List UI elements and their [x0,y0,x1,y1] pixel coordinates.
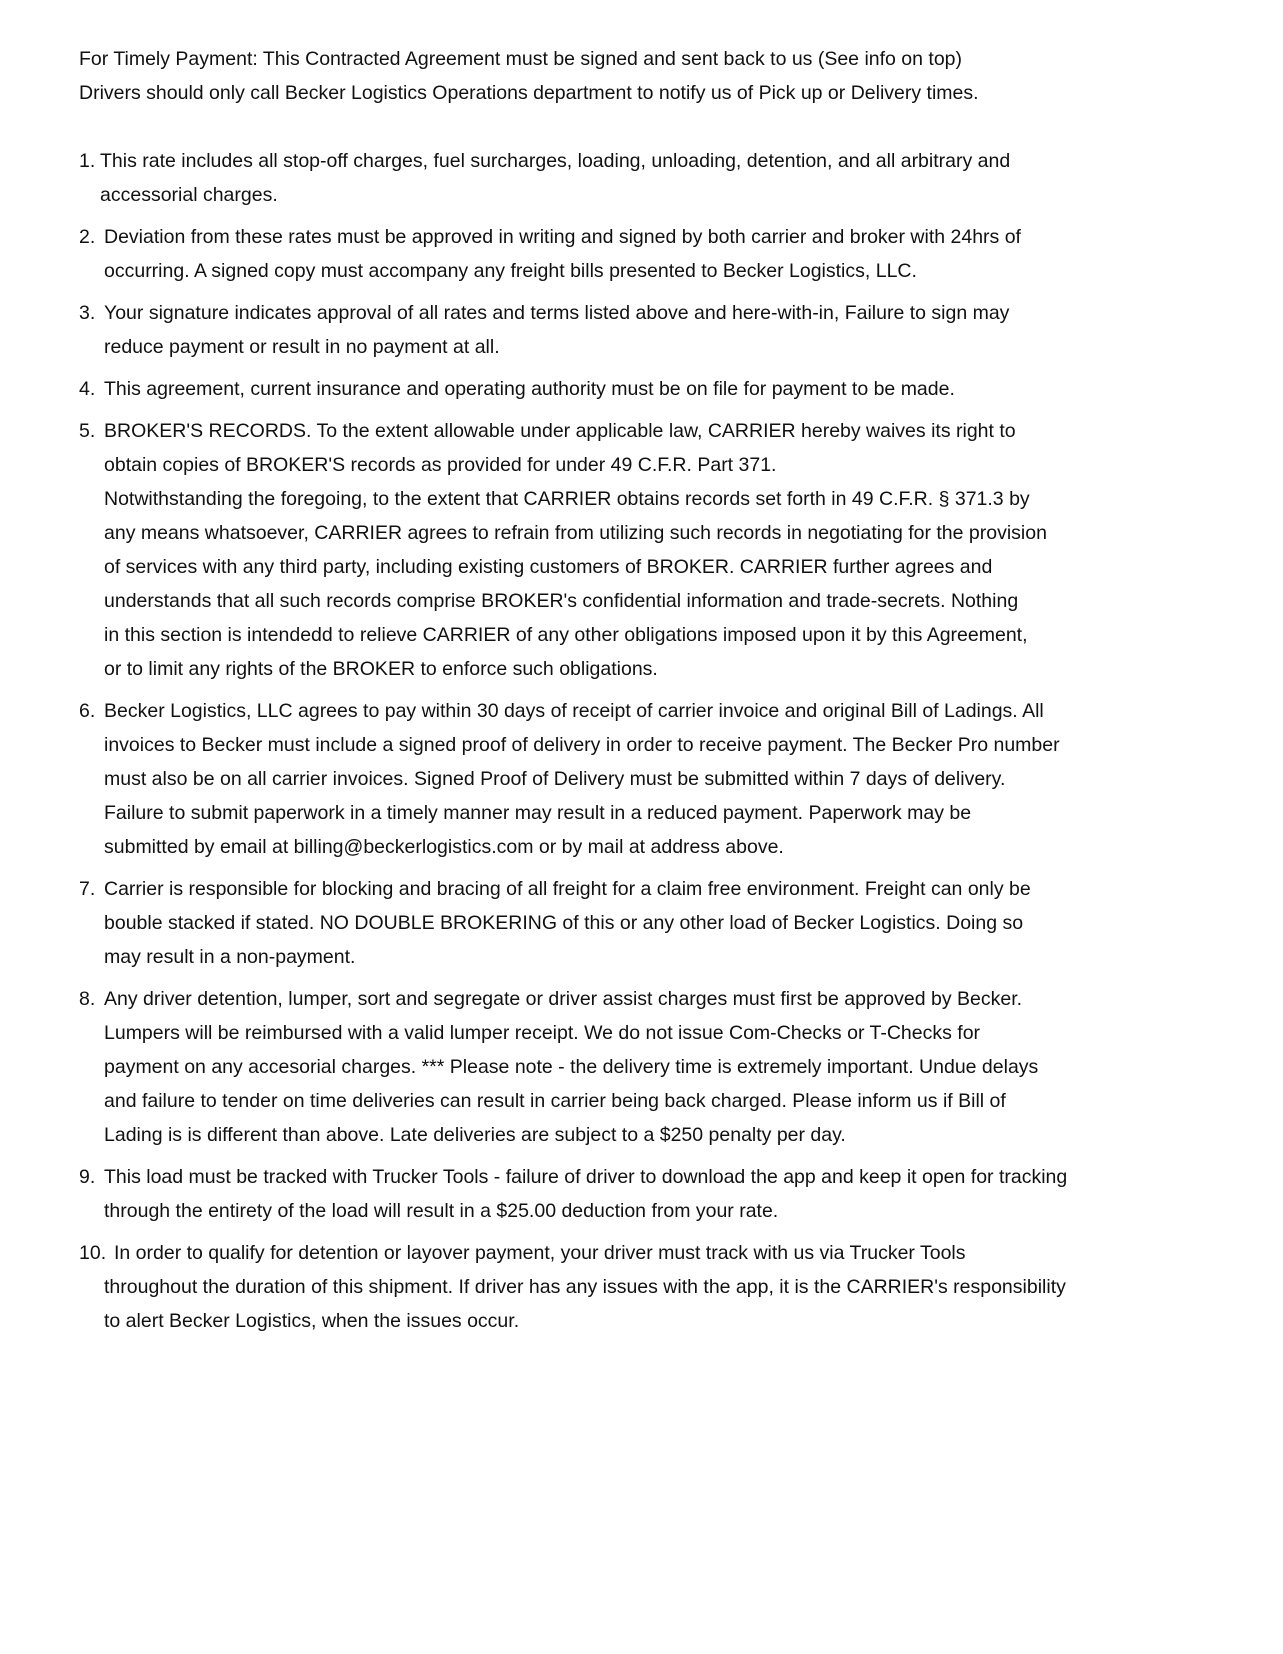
intro-line-payment: For Timely Payment: This Contracted Agreement must be signed and sent back to us (See info on top) [79,48,963,70]
term-item-7 [79,872,1239,974]
term-number: 7. [79,878,96,900]
term-line: Your signature indicates approval of all rates and terms listed above and here-with-in, Failure to sign may [104,302,1010,324]
term-line: Lading is is different than above. Late deliveries are subject to a $250 penalty per day. [104,1124,846,1146]
term-line: BROKER'S RECORDS. To the extent allowable under applicable law, CARRIER hereby waives its right to [104,420,1016,442]
term-item-4 [79,372,1239,406]
term-line: must also be on all carrier invoices. Signed Proof of Delivery must be submitted within 7 days of delivery. [104,768,1006,790]
term-number: 4. [79,378,96,400]
term-number: 9. [79,1166,96,1188]
term-line: In order to qualify for detention or layover payment, your driver must track with us via Trucker Tools [114,1242,966,1264]
term-line: through the entirety of the load will result in a $25.00 deduction from your rate. [104,1200,779,1222]
term-item-9 [79,1160,1239,1228]
term-line: and failure to tender on time deliveries can result in carrier being back charged. Please inform us if Bill of [104,1090,1006,1112]
term-line: reduce payment or result in no payment at all. [104,336,500,358]
intro-notice [79,42,1229,110]
term-line: or to limit any rights of the BROKER to enforce such obligations. [104,658,658,680]
term-line: obtain copies of BROKER'S records as provided for under 49 C.F.R. Part 371. [104,454,777,476]
term-line: bouble stacked if stated. NO DOUBLE BROKERING of this or any other load of Becker Logistics. Doing so [104,912,1024,934]
term-line: Lumpers will be reimbursed with a valid lumper receipt. We do not issue Com-Checks or T-Checks for [104,1022,981,1044]
term-line: in this section is intendedd to relieve CARRIER of any other obligations imposed upon it by this Agreement, [104,624,1028,646]
term-item-1 [79,144,1239,212]
term-line: to alert Becker Logistics, when the issues occur. [104,1310,520,1332]
term-line: payment on any accesorial charges. *** Please note - the delivery time is extremely important. Undue delays [104,1056,1039,1078]
term-number: 3. [79,302,96,324]
term-line: occurring. A signed copy must accompany any freight bills presented to Becker Logistics, LLC. [104,260,917,282]
term-line: submitted by email at billing@beckerlogistics.com or by mail at address above. [104,836,784,858]
term-line: may result in a non-payment. [104,946,356,968]
term-line: accessorial charges. [100,184,278,206]
term-line: Becker Logistics, LLC agrees to pay within 30 days of receipt of carrier invoice and original Bill of Ladings. All [104,700,1044,722]
term-item-5 [79,414,1239,686]
term-text [104,372,1239,406]
term-text [104,296,1239,364]
term-number: 8. [79,988,96,1010]
term-line: Deviation from these rates must be approved in writing and signed by both carrier and broker with 24hrs of [104,226,1021,248]
intro-line-drivers: Drivers should only call Becker Logistics Operations department to notify us of Pick up or Delivery times. [79,82,979,104]
term-number: 1. [79,150,96,172]
term-text [100,144,1239,212]
term-line: any means whatsoever, CARRIER agrees to refrain from utilizing such records in negotiating for the provision [104,522,1047,544]
term-line: This load must be tracked with Trucker Tools - failure of driver to download the app and keep it open for tracking [104,1166,1068,1188]
term-line: Any driver detention, lumper, sort and segregate or driver assist charges must first be approved by Becker. [104,988,1023,1010]
term-text [104,1160,1239,1228]
term-item-10 [79,1236,1239,1338]
term-line: Carrier is responsible for blocking and bracing of all freight for a claim free environment. Freight can only be [104,878,1031,900]
term-item-3 [79,296,1239,364]
term-line: Notwithstanding the foregoing, to the extent that CARRIER obtains records set forth in 49 C.F.R. § 371.3 by [104,488,1030,510]
term-line: Failure to submit paperwork in a timely manner may result in a reduced payment. Paperwork may be [104,802,972,824]
term-text [104,872,1239,974]
term-item-8 [79,982,1239,1152]
term-line: understands that all such records comprise BROKER's confidential information and trade-secrets. Nothing [104,590,1019,612]
terms-list [79,144,1239,1346]
term-text [104,220,1239,288]
term-number: 10. [79,1242,107,1264]
term-line: of services with any third party, including existing customers of BROKER. CARRIER further agrees and [104,556,993,578]
term-line: throughout the duration of this shipment. If driver has any issues with the app, it is the CARRIER's responsibility [104,1276,1066,1298]
term-number: 2. [79,226,96,248]
term-line: invoices to Becker must include a signed proof of delivery in order to receive payment. The Becker Pro number [104,734,1060,756]
term-item-2 [79,220,1239,288]
term-item-6 [79,694,1239,864]
term-text [104,982,1239,1152]
term-line: This rate includes all stop-off charges, fuel surcharges, loading, unloading, detention, and all arbitrary and [100,150,1011,172]
term-number: 6. [79,700,96,722]
term-text [104,414,1239,686]
term-number: 5. [79,420,96,442]
term-text [104,694,1239,864]
term-text [104,1236,1239,1338]
term-line: This agreement, current insurance and operating authority must be on file for payment to be made. [104,378,955,400]
